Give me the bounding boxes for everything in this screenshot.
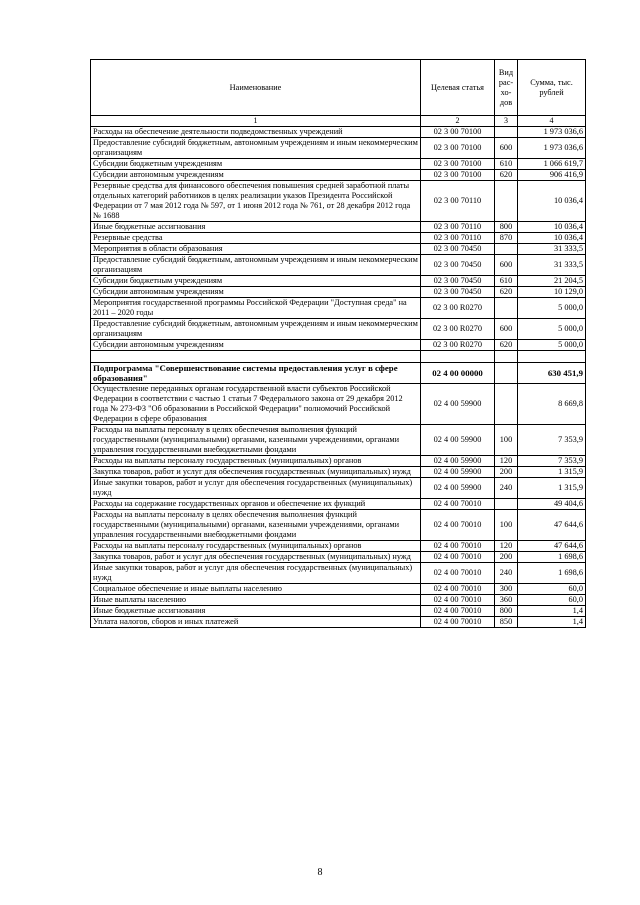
column-number: 2 bbox=[421, 116, 495, 127]
row-name: Расходы на выплаты персоналу в целях обеспечения выполнения функций государственными (муниципальными) органами, казенными учреждениями, органами управления государственными внебюджетными фондами bbox=[91, 425, 421, 456]
row-name: Субсидии бюджетным учреждениям bbox=[91, 159, 421, 170]
table-row bbox=[91, 138, 586, 159]
row-vid: 100 bbox=[495, 425, 518, 456]
row-name: Мероприятия государственной программы Российской Федерации "Доступная среда" на 2011 – 2020 годы bbox=[91, 298, 421, 319]
row-sum: 7 353,9 bbox=[518, 456, 586, 467]
table-row bbox=[91, 584, 586, 595]
row-name: Предоставление субсидий бюджетным, автономным учреждениям и иным некоммерческим организациям bbox=[91, 138, 421, 159]
column-number: 3 bbox=[495, 116, 518, 127]
row-vid: 200 bbox=[495, 467, 518, 478]
table-row bbox=[91, 363, 586, 384]
row-name: Резервные средства для финансового обеспечения повышения средней заработной платы отдельных категорий работников в целях реализации указов Президента Российской Федерации от 7 мая 2012 года № 597, от 1 июня 2012 года № 761, от 28 декабря 2012 года № 1688 bbox=[91, 181, 421, 222]
row-sum: 10 036,4 bbox=[518, 233, 586, 244]
row-sum: 47 644,6 bbox=[518, 510, 586, 541]
row-vid: 240 bbox=[495, 563, 518, 584]
row-sum: 5 000,0 bbox=[518, 298, 586, 319]
row-vid: 120 bbox=[495, 456, 518, 467]
row-name: Мероприятия в области образования bbox=[91, 244, 421, 255]
table-row bbox=[91, 351, 586, 363]
row-code: 02 3 00 R0270 bbox=[421, 319, 495, 340]
row-sum: 31 333,5 bbox=[518, 255, 586, 276]
row-code: 02 4 00 59900 bbox=[421, 384, 495, 425]
row-code: 02 4 00 70010 bbox=[421, 595, 495, 606]
row-vid bbox=[495, 384, 518, 425]
table-row bbox=[91, 233, 586, 244]
row-sum: 49 404,6 bbox=[518, 499, 586, 510]
row-vid: 200 bbox=[495, 552, 518, 563]
row-vid bbox=[495, 499, 518, 510]
row-vid bbox=[495, 298, 518, 319]
row-name: Субсидии автономным учреждениям bbox=[91, 340, 421, 351]
row-code: 02 3 00 R0270 bbox=[421, 340, 495, 351]
row-code: 02 3 00 70100 bbox=[421, 170, 495, 181]
table-row bbox=[91, 456, 586, 467]
row-sum: 47 644,6 bbox=[518, 541, 586, 552]
table-row bbox=[91, 510, 586, 541]
row-code: 02 3 00 70450 bbox=[421, 255, 495, 276]
row-vid: 600 bbox=[495, 319, 518, 340]
row-code: 02 3 00 R0270 bbox=[421, 298, 495, 319]
row-sum: 1 698,6 bbox=[518, 563, 586, 584]
row-code: 02 3 00 70450 bbox=[421, 276, 495, 287]
row-code: 02 3 00 70110 bbox=[421, 181, 495, 222]
table-row bbox=[91, 552, 586, 563]
row-name: Расходы на обеспечение деятельности подведомственных учреждений bbox=[91, 127, 421, 138]
row-vid: 600 bbox=[495, 255, 518, 276]
row-code: 02 4 00 70010 bbox=[421, 606, 495, 617]
row-vid: 850 bbox=[495, 617, 518, 628]
row-name: Расходы на выплаты персоналу государственных (муниципальных) органов bbox=[91, 456, 421, 467]
header-name: Наименование bbox=[91, 60, 421, 116]
header-vid: Вид рас-хо-дов bbox=[495, 60, 518, 116]
row-vid: 100 bbox=[495, 510, 518, 541]
row-vid: 300 bbox=[495, 584, 518, 595]
table-row bbox=[91, 617, 586, 628]
row-sum: 21 204,5 bbox=[518, 276, 586, 287]
column-number-row bbox=[91, 116, 586, 127]
column-number: 1 bbox=[91, 116, 421, 127]
row-sum: 1 315,9 bbox=[518, 467, 586, 478]
table-row bbox=[91, 222, 586, 233]
row-sum: 8 669,8 bbox=[518, 384, 586, 425]
row-vid: 800 bbox=[495, 606, 518, 617]
row-code: 02 3 00 70110 bbox=[421, 233, 495, 244]
row-name: Закупка товаров, работ и услуг для обеспечения государственных (муниципальных) нужд bbox=[91, 552, 421, 563]
row-sum: 31 333,5 bbox=[518, 244, 586, 255]
row-code: 02 4 00 70010 bbox=[421, 563, 495, 584]
row-name: Иные выплаты населению bbox=[91, 595, 421, 606]
row-sum: 1,4 bbox=[518, 617, 586, 628]
page-number: 8 bbox=[317, 867, 323, 878]
row-vid: 870 bbox=[495, 233, 518, 244]
row-vid: 800 bbox=[495, 222, 518, 233]
row-code: 02 4 00 70010 bbox=[421, 510, 495, 541]
row-sum: 60,0 bbox=[518, 584, 586, 595]
row-code: 02 4 00 70010 bbox=[421, 617, 495, 628]
table-row bbox=[91, 276, 586, 287]
table-row bbox=[91, 606, 586, 617]
table-row bbox=[91, 541, 586, 552]
row-name: Иные закупки товаров, работ и услуг для обеспечения государственных (муниципальных) нужд bbox=[91, 563, 421, 584]
table-row bbox=[91, 159, 586, 170]
row-code: 02 3 00 70100 bbox=[421, 127, 495, 138]
table-row bbox=[91, 467, 586, 478]
row-code bbox=[421, 351, 495, 363]
row-vid bbox=[495, 363, 518, 384]
table-row bbox=[91, 170, 586, 181]
row-code: 02 3 00 70100 bbox=[421, 138, 495, 159]
row-vid: 120 bbox=[495, 541, 518, 552]
header-code: Целевая статья bbox=[421, 60, 495, 116]
row-vid bbox=[495, 127, 518, 138]
row-sum: 5 000,0 bbox=[518, 340, 586, 351]
row-code: 02 4 00 59900 bbox=[421, 456, 495, 467]
row-code: 02 3 00 70450 bbox=[421, 244, 495, 255]
row-name: Закупка товаров, работ и услуг для обеспечения государственных (муниципальных) нужд bbox=[91, 467, 421, 478]
table-row bbox=[91, 425, 586, 456]
row-sum: 10 129,0 bbox=[518, 287, 586, 298]
row-sum: 60,0 bbox=[518, 595, 586, 606]
row-sum: 1,4 bbox=[518, 606, 586, 617]
row-name: Субсидии автономным учреждениям bbox=[91, 287, 421, 298]
row-vid: 240 bbox=[495, 478, 518, 499]
row-sum: 1 973 036,6 bbox=[518, 138, 586, 159]
row-vid: 600 bbox=[495, 138, 518, 159]
row-sum: 10 036,4 bbox=[518, 222, 586, 233]
row-sum: 906 416,9 bbox=[518, 170, 586, 181]
row-name: Иные бюджетные ассигнования bbox=[91, 606, 421, 617]
row-name: Иные закупки товаров, работ и услуг для обеспечения государственных (муниципальных) нужд bbox=[91, 478, 421, 499]
row-vid: 610 bbox=[495, 276, 518, 287]
row-vid: 620 bbox=[495, 170, 518, 181]
table-row bbox=[91, 298, 586, 319]
table-row bbox=[91, 340, 586, 351]
row-sum: 10 036,4 bbox=[518, 181, 586, 222]
row-code: 02 4 00 59900 bbox=[421, 467, 495, 478]
row-sum: 1 973 036,6 bbox=[518, 127, 586, 138]
row-name: Расходы на выплаты персоналу в целях обеспечения выполнения функций государственными (муниципальными) органами, казенными учреждениями, органами управления государственными внебюджетными фондами bbox=[91, 510, 421, 541]
row-code: 02 3 00 70450 bbox=[421, 287, 495, 298]
table-row bbox=[91, 384, 586, 425]
table-header-row bbox=[91, 60, 586, 116]
table-row bbox=[91, 181, 586, 222]
row-name: Социальное обеспечение и иные выплаты населению bbox=[91, 584, 421, 595]
row-name: Субсидии автономным учреждениям bbox=[91, 170, 421, 181]
row-code: 02 4 00 70010 bbox=[421, 584, 495, 595]
column-number: 4 bbox=[518, 116, 586, 127]
row-vid bbox=[495, 244, 518, 255]
row-sum bbox=[518, 351, 586, 363]
row-code: 02 4 00 70010 bbox=[421, 499, 495, 510]
row-sum: 5 000,0 bbox=[518, 319, 586, 340]
row-name: Уплата налогов, сборов и иных платежей bbox=[91, 617, 421, 628]
row-name: Осуществление переданных органам государственной власти субъектов Российской Федерации в соответствии с частью 1 статьи 7 Федерального закона от 29 декабря 2012 года № 273-ФЗ "Об образовании в Российской Федерации" полномочий Российской Федерации в сфере образования bbox=[91, 384, 421, 425]
row-sum: 1 315,9 bbox=[518, 478, 586, 499]
table-row bbox=[91, 478, 586, 499]
row-vid: 620 bbox=[495, 287, 518, 298]
row-name: Резервные средства bbox=[91, 233, 421, 244]
row-sum: 1 066 619,7 bbox=[518, 159, 586, 170]
table-row bbox=[91, 499, 586, 510]
row-sum: 630 451,9 bbox=[518, 363, 586, 384]
table-row bbox=[91, 287, 586, 298]
row-vid: 610 bbox=[495, 159, 518, 170]
row-code: 02 3 00 70100 bbox=[421, 159, 495, 170]
row-name: Расходы на выплаты персоналу государственных (муниципальных) органов bbox=[91, 541, 421, 552]
table-row bbox=[91, 595, 586, 606]
row-name bbox=[91, 351, 421, 363]
row-sum: 7 353,9 bbox=[518, 425, 586, 456]
row-vid: 620 bbox=[495, 340, 518, 351]
row-code: 02 4 00 00000 bbox=[421, 363, 495, 384]
row-name: Расходы на содержание государственных органов и обеспечение их функций bbox=[91, 499, 421, 510]
row-code: 02 4 00 70010 bbox=[421, 552, 495, 563]
row-vid bbox=[495, 351, 518, 363]
row-code: 02 4 00 59900 bbox=[421, 425, 495, 456]
row-name: Подпрограмма "Совершенствование системы предоставления услуг в сфере образования" bbox=[91, 363, 421, 384]
table-row bbox=[91, 127, 586, 138]
row-sum: 1 698,6 bbox=[518, 552, 586, 563]
row-name: Субсидии бюджетным учреждениям bbox=[91, 276, 421, 287]
row-code: 02 4 00 70010 bbox=[421, 541, 495, 552]
row-name: Иные бюджетные ассигнования bbox=[91, 222, 421, 233]
row-vid: 360 bbox=[495, 595, 518, 606]
table-row bbox=[91, 244, 586, 255]
row-name: Предоставление субсидий бюджетным, автономным учреждениям и иным некоммерческим организациям bbox=[91, 319, 421, 340]
budget-table bbox=[90, 59, 586, 628]
row-vid bbox=[495, 181, 518, 222]
row-code: 02 4 00 59900 bbox=[421, 478, 495, 499]
table-row bbox=[91, 255, 586, 276]
table-row bbox=[91, 563, 586, 584]
table-row bbox=[91, 319, 586, 340]
row-code: 02 3 00 70110 bbox=[421, 222, 495, 233]
row-name: Предоставление субсидий бюджетным, автономным учреждениям и иным некоммерческим организациям bbox=[91, 255, 421, 276]
header-sum: Сумма, тыс. рублей bbox=[518, 60, 586, 116]
